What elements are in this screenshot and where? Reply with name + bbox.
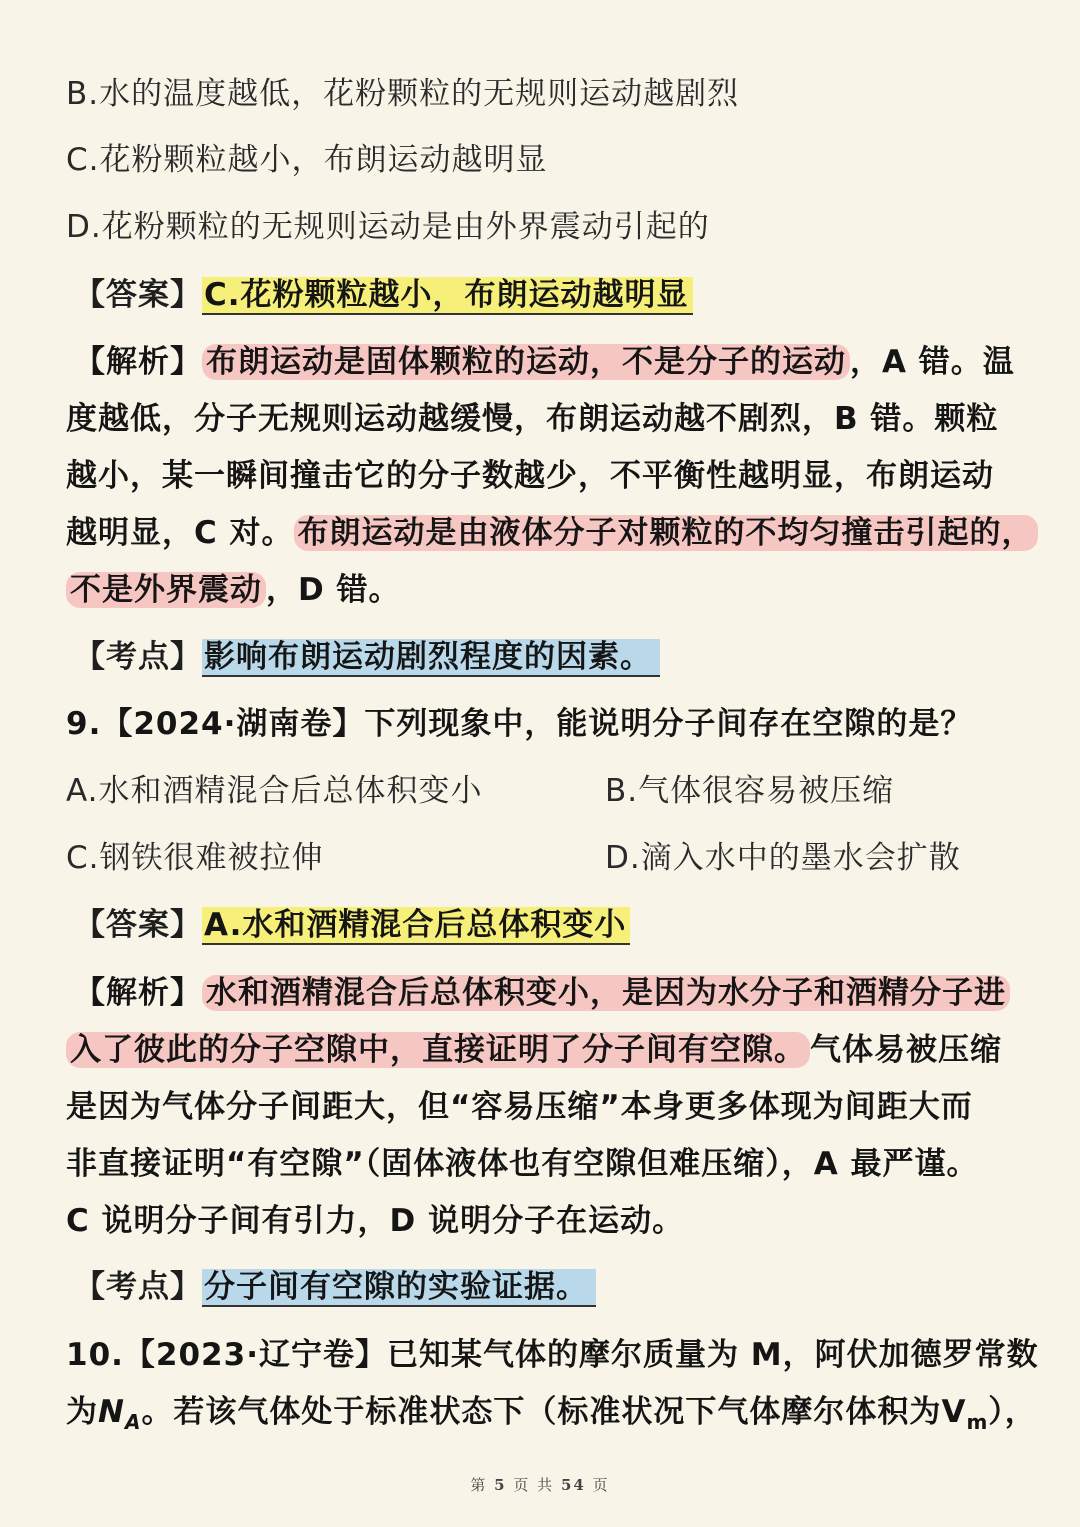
point-text: 分子间有空隙的实验证据。 <box>202 1269 596 1307</box>
analysis-highlight: 布朗运动是固体颗粒的运动，不是分子的运动 <box>202 344 850 380</box>
total-pages: 54 <box>560 1476 586 1494</box>
analysis-text: ，D 错。 <box>266 572 401 608</box>
analysis-line-2: 度越低，分子无规则运动越缓慢，布朗运动越不剧烈，B 错。颗粒 <box>66 401 999 437</box>
q9-answer-row <box>66 905 1014 945</box>
answer-row <box>66 275 1014 315</box>
analysis-text: 气体易被压缩 <box>810 1032 1002 1068</box>
page-number: 5 <box>494 1476 507 1494</box>
analysis-text: 越明显，C 对。 <box>66 515 294 551</box>
q9-option-c: C.钢铁很难被拉伸 <box>66 840 324 876</box>
point-label: 【考点】 <box>74 639 202 675</box>
question-10-stem-line-1: 10.【2023·辽宁卷】已知某气体的摩尔质量为 M，阿伏加德罗常数 <box>66 1337 1039 1373</box>
answer-text: C.花粉颗粒越小，布朗运动越明显 <box>202 277 693 315</box>
analysis-text: ，A 错。温 <box>850 344 1015 380</box>
point-label: 【考点】 <box>74 1269 202 1305</box>
q9-point-row <box>66 1267 1014 1307</box>
q9-analysis-line-1 <box>66 973 1014 1013</box>
option-c: C.花粉颗粒越小，布朗运动越明显 <box>66 142 548 178</box>
page-footer: 第 5 页 共 54 页 <box>470 1476 610 1494</box>
question-9-stem: 9.【2024·湖南卷】下列现象中，能说明分子间存在空隙的是？ <box>66 706 973 742</box>
molar-volume-symbol: $V_m$ <box>941 1394 989 1435</box>
q9-analysis-line-2 <box>66 1030 1014 1070</box>
option-d: D.花粉颗粒的无规则运动是由外界震动引起的 <box>66 209 710 245</box>
analysis-highlight: 水和酒精混合后总体积变小，是因为水分子和酒精分子进 <box>202 975 1010 1011</box>
q10-text: 为 <box>66 1394 98 1430</box>
q10-text: ）， <box>988 1394 1037 1430</box>
analysis-label: 【解析】 <box>74 344 202 380</box>
q9-analysis-line-3: 是因为气体分子间距大，但“容易压缩”本身更多体现为间距大而 <box>66 1089 973 1125</box>
analysis-line-4 <box>66 513 1034 553</box>
analysis-highlight: 布朗运动是由液体分子对颗粒的不均匀撞击引起的， <box>294 515 1038 551</box>
answer-text: A.水和酒精混合后总体积变小 <box>202 907 630 945</box>
q9-analysis-line-4: 非直接证明“有空隙”（固体液体也有空隙但难压缩），A 最严谨。 <box>66 1146 979 1182</box>
point-text: 影响布朗运动剧烈程度的因素。 <box>202 639 660 677</box>
analysis-line-3: 越小，某一瞬间撞击它的分子数越少，不平衡性越明显，布朗运动 <box>66 458 994 494</box>
analysis-highlight: 入了彼此的分子空隙中，直接证明了分子间有空隙。 <box>66 1032 810 1068</box>
analysis-line-5 <box>66 570 1014 610</box>
analysis-label: 【解析】 <box>74 975 202 1011</box>
analysis-highlight: 不是外界震动 <box>66 572 266 608</box>
answer-label: 【答案】 <box>74 907 202 943</box>
question-10-stem-line-2 <box>66 1392 1037 1442</box>
q9-option-b: B.气体很容易被压缩 <box>605 773 895 809</box>
avogadro-symbol: $N_A$ <box>98 1394 142 1435</box>
point-row <box>66 637 1014 677</box>
q9-option-d: D.滴入水中的墨水会扩散 <box>605 840 961 876</box>
option-b: B.水的温度越低，花粉颗粒的无规则运动越剧烈 <box>66 76 740 112</box>
q9-option-a: A.水和酒精混合后总体积变小 <box>66 773 483 809</box>
q10-text: 。若该气体处于标准状态下（标准状况下气体摩尔体积为 <box>141 1394 942 1430</box>
answer-label: 【答案】 <box>74 277 202 313</box>
analysis-line-1 <box>66 342 1014 382</box>
q9-analysis-line-5: C 说明分子间有引力，D 说明分子在运动。 <box>66 1203 685 1239</box>
